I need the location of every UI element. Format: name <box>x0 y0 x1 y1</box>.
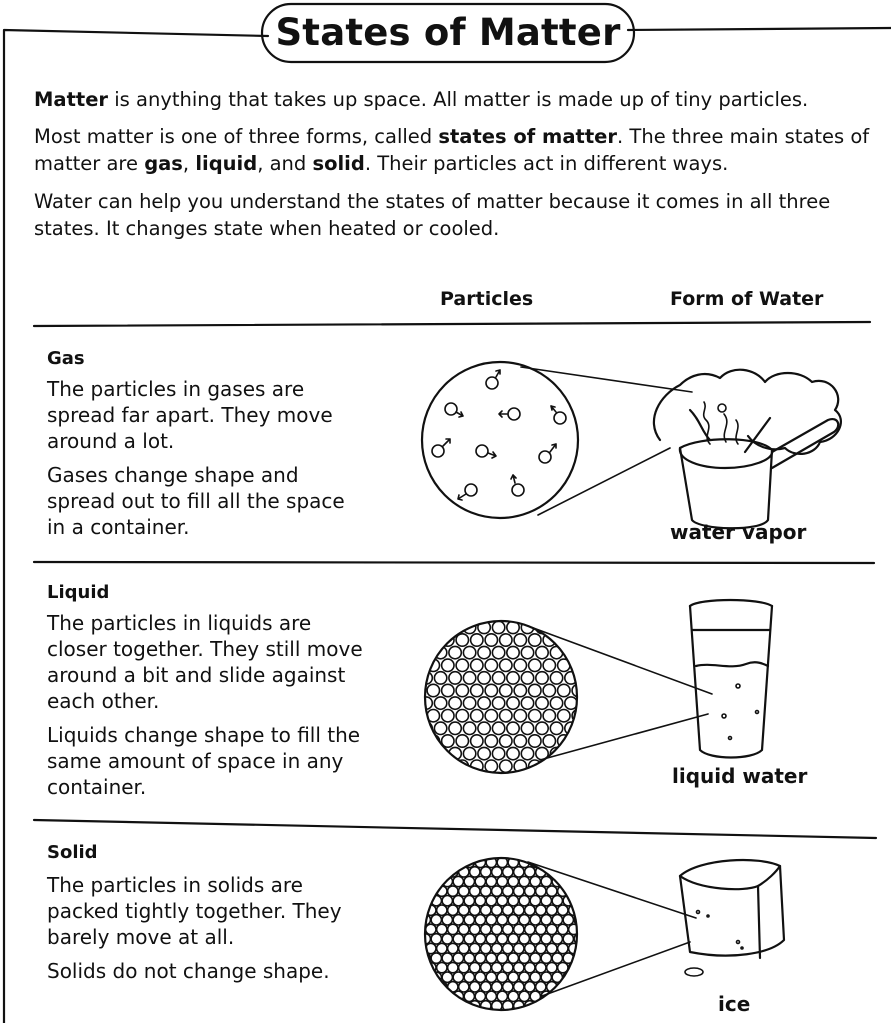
form-caption: water vapor <box>670 520 807 544</box>
intro-paragraph-2 <box>34 123 874 177</box>
form-caption: ice <box>718 992 751 1016</box>
bold-term: liquid <box>195 152 258 175</box>
text-run: . The three main states of matter are <box>34 125 870 175</box>
bold-term: gas <box>144 152 183 175</box>
text-run: is anything that takes up space. All matter is made up of tiny particles. <box>108 88 809 111</box>
state-name: Gas <box>47 348 85 369</box>
text-run: Most matter is one of three forms, called <box>34 125 439 148</box>
text-run: , <box>182 152 196 175</box>
row-divider-gas <box>34 562 874 563</box>
pot-with-steam-icon <box>654 370 841 529</box>
description-paragraph: Liquids change shape to fill the same amount of space in any container. <box>47 723 361 799</box>
form-caption: liquid water <box>672 764 808 788</box>
header-divider <box>34 322 870 326</box>
description-paragraph: The particles in gases are spread far apart. They move around a lot. <box>47 377 333 453</box>
intro-paragraph-3 <box>34 188 874 242</box>
solid-particles-diagram <box>0 830 891 1023</box>
liquid-particle-group <box>413 609 585 785</box>
bold-term: solid <box>312 152 365 175</box>
column-header-form-of-water: Form of Water <box>670 288 824 310</box>
text-run: , and <box>257 152 313 175</box>
description-paragraph: The particles in liquids are closer together. They still move around a bit and slide against each other. <box>47 611 363 713</box>
intro-paragraph-1 <box>34 86 874 113</box>
gas-particle-group <box>432 370 566 500</box>
page-title: States of Matter <box>275 10 621 54</box>
description-paragraph: Gases change shape and spread out to fill all the space in a container. <box>47 463 345 539</box>
bold-term: Matter <box>34 88 109 111</box>
state-name: Solid <box>47 842 98 863</box>
glass-of-water-icon <box>690 600 772 758</box>
bold-term: states of matter <box>438 125 618 148</box>
text-run: Water can help you understand the states of matter because it comes in all three states. It changes state when heated or cooled. <box>34 190 831 240</box>
text-run: . Their particles act in different ways. <box>364 152 729 175</box>
description-paragraph: Solids do not change shape. <box>47 959 330 983</box>
state-name: Liquid <box>47 582 110 603</box>
column-header-particles: Particles <box>440 288 534 310</box>
description-paragraph: The particles in solids are packed tightly together. They barely move at all. <box>47 873 342 949</box>
